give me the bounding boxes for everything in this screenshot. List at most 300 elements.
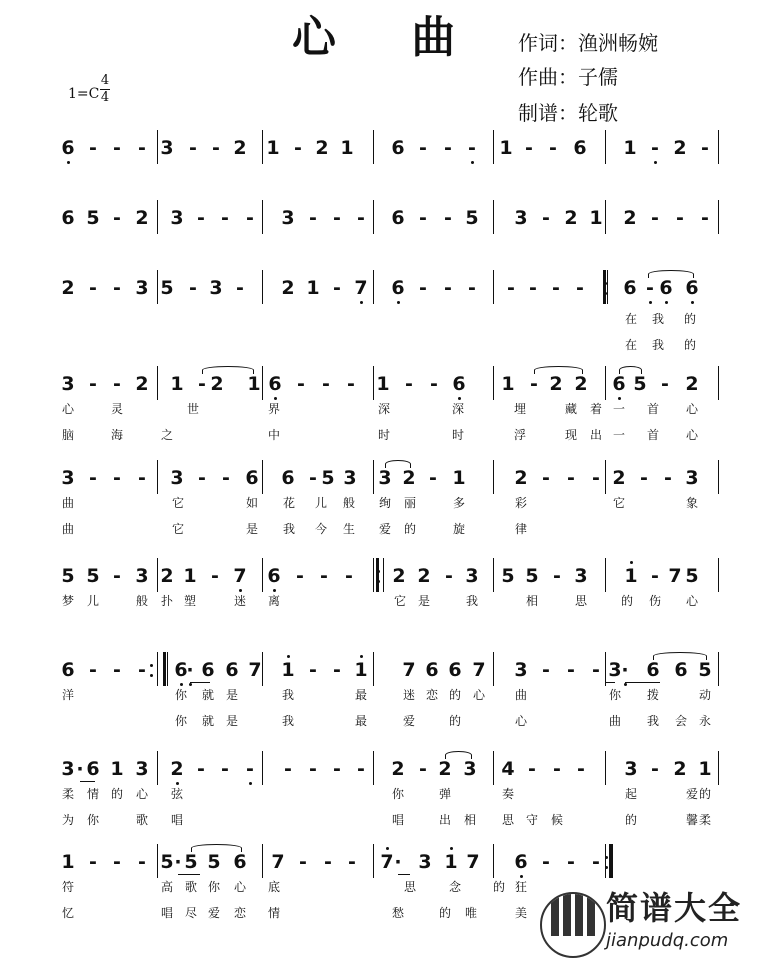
lyric-syllable: 就	[201, 688, 215, 702]
dash-extension: -	[542, 851, 550, 873]
note: 5	[160, 277, 174, 299]
dash-extension: -	[528, 758, 536, 780]
lyric-syllable: 它	[171, 496, 185, 510]
note: 2	[135, 207, 149, 229]
repeat-dot	[604, 282, 607, 285]
note: 3	[170, 207, 184, 229]
lyric-syllable: 深	[377, 402, 391, 416]
lyric-syllable: 我	[281, 714, 295, 728]
note: 2	[170, 758, 184, 780]
dash-extension: -	[640, 467, 648, 489]
lyric-syllable: 世	[186, 402, 200, 416]
note: 6	[391, 207, 405, 229]
lyric-syllable: 我	[282, 522, 296, 536]
lyric-syllable: 浮	[513, 428, 527, 442]
lyric-syllable: 愁	[391, 906, 405, 920]
dash-extension: -	[577, 758, 585, 780]
low-octave-dot	[180, 683, 183, 686]
note: 5	[86, 207, 100, 229]
dash-extension: -	[701, 207, 709, 229]
note: 5	[525, 565, 539, 587]
note: 1	[452, 467, 466, 489]
note: 6	[174, 659, 188, 681]
lyric-syllable: 我	[646, 714, 660, 728]
tie-arc	[445, 751, 472, 759]
repeat-dot	[605, 856, 608, 859]
dash-extension: -	[529, 277, 537, 299]
barline	[373, 200, 374, 234]
lyric-syllable: 首	[646, 402, 660, 416]
lyric-syllable: 的	[624, 813, 638, 827]
lyric-syllable: 在	[624, 312, 638, 326]
lyric-syllable: 忆	[61, 906, 75, 920]
lyric-syllable: 守	[525, 813, 539, 827]
repeat-dot	[377, 580, 380, 583]
note: 6	[233, 851, 247, 873]
lyric-syllable: 我	[465, 594, 479, 608]
note: 2	[549, 373, 563, 395]
dash-extension: -	[405, 373, 413, 395]
dash-extension: -	[221, 758, 229, 780]
lyric-syllable: 的	[403, 522, 417, 536]
dash-extension: -	[89, 137, 97, 159]
lyric-syllable: 扑	[160, 594, 174, 608]
repeat-dot	[150, 674, 153, 677]
low-octave-dot	[67, 161, 70, 164]
note: 3	[61, 373, 75, 395]
barline	[262, 130, 263, 164]
note: 6	[448, 659, 462, 681]
lyric-syllable: 思	[574, 594, 588, 608]
lyric-syllable: 曲	[514, 688, 528, 702]
note: 2	[281, 277, 295, 299]
dash-extension: -	[299, 851, 307, 873]
lyric-syllable: 生	[342, 522, 356, 536]
watermark-name: 简谱大全	[606, 889, 743, 927]
note: 3	[209, 277, 223, 299]
lyric-syllable: 最	[354, 688, 368, 702]
repeat-thick-barline	[603, 270, 606, 304]
high-octave-dot	[287, 655, 290, 658]
repeat-barline	[373, 558, 374, 592]
barline	[493, 270, 494, 304]
lyric-syllable: 为	[61, 813, 75, 827]
lyric-syllable: 旋	[452, 522, 466, 536]
dash-extension: -	[197, 207, 205, 229]
lyric-syllable: 丽	[403, 496, 417, 510]
repeat-dot	[377, 570, 380, 573]
lyric-syllable: 着	[589, 402, 603, 416]
note: 6	[685, 277, 699, 299]
barline	[605, 652, 606, 686]
note: 3	[514, 207, 528, 229]
lyric-syllable: 弹	[438, 787, 452, 801]
low-octave-dot	[274, 397, 277, 400]
lyric-syllable: 脑	[61, 428, 75, 442]
lyric-syllable: 埋	[513, 402, 527, 416]
dash-extension: -	[197, 758, 205, 780]
lyric-syllable: 梦	[61, 594, 75, 608]
barline	[157, 130, 158, 164]
barline	[605, 751, 606, 785]
lyric-syllable: 心	[61, 402, 75, 416]
lyric-syllable: 你	[86, 813, 100, 827]
lyric-syllable: 你	[174, 688, 188, 702]
note: 6	[425, 659, 439, 681]
barline	[605, 200, 606, 234]
barline	[157, 366, 158, 400]
lyric-syllable: 尽	[184, 906, 198, 920]
dash-extension: -	[525, 137, 533, 159]
lyric-syllable: 符	[61, 880, 75, 894]
lyric-syllable: 般	[135, 594, 149, 608]
low-octave-dot	[471, 161, 474, 164]
barline	[493, 366, 494, 400]
barline	[373, 751, 374, 785]
note: 3	[135, 565, 149, 587]
barline	[157, 460, 158, 494]
note: 2	[402, 467, 416, 489]
barline	[493, 652, 494, 686]
lyric-syllable: 般	[342, 496, 356, 510]
lyric-syllable: 如	[245, 496, 259, 510]
lyric-syllable: 弦	[170, 787, 184, 801]
dash-extension: -	[333, 659, 341, 681]
lyric-syllable: 柔	[61, 787, 75, 801]
high-octave-dot	[450, 847, 453, 850]
lyric-syllable: 相	[463, 813, 477, 827]
note: 4	[501, 758, 515, 780]
lyric-syllable: 绚	[378, 496, 392, 510]
lyric-syllable: 界	[267, 402, 281, 416]
lyric-syllable: 你	[174, 714, 188, 728]
lyric-syllable: 心	[472, 688, 486, 702]
lyric-syllable: 首	[646, 428, 660, 442]
note: 1	[501, 373, 515, 395]
note: 6	[86, 758, 100, 780]
dash-extension: -	[651, 565, 659, 587]
lyric-syllable: 出	[438, 813, 452, 827]
note: 6	[61, 207, 75, 229]
dash-extension: -	[357, 207, 365, 229]
repeat-thick-barline	[163, 652, 166, 686]
lyric-syllable: 的	[438, 906, 452, 920]
dash-extension: -	[661, 373, 669, 395]
lyric-syllable: 在	[624, 338, 638, 352]
dash-extension: -	[419, 758, 427, 780]
time-signature-bottom: 4	[100, 90, 110, 105]
arranger-credit: 制谱：轮歌	[518, 101, 618, 125]
lyric-syllable: 的	[683, 338, 697, 352]
lyric-syllable: 是	[225, 688, 239, 702]
note: 1	[247, 373, 261, 395]
note: 1	[623, 137, 637, 159]
note: 6	[61, 659, 75, 681]
dash-extension: -	[542, 207, 550, 229]
lyric-syllable: 爱	[378, 522, 392, 536]
note: 2	[673, 758, 687, 780]
dash-extension: -	[246, 207, 254, 229]
tie-arc	[385, 460, 411, 468]
note: 1	[170, 373, 184, 395]
lyric-syllable: 我	[651, 338, 665, 352]
dash-extension: -	[357, 758, 365, 780]
lyric-syllable: 就	[201, 714, 215, 728]
note: 7	[248, 659, 262, 681]
note: 1	[499, 137, 513, 159]
note: 2	[233, 137, 247, 159]
note: 2	[612, 467, 626, 489]
lyric-syllable: 是	[417, 594, 431, 608]
dash-extension: -	[345, 565, 353, 587]
note: 2	[564, 207, 578, 229]
note: 5	[184, 851, 198, 873]
note: 2	[135, 373, 149, 395]
low-octave-dot	[360, 301, 363, 304]
barline	[262, 652, 263, 686]
dash-extension: -	[468, 137, 476, 159]
note: 5	[160, 851, 174, 873]
repeat-barline	[607, 270, 608, 304]
low-octave-dot	[665, 301, 668, 304]
dash-extension: -	[419, 137, 427, 159]
dash-extension: -	[89, 467, 97, 489]
lyric-syllable: 心	[685, 428, 699, 442]
note: 6	[623, 277, 637, 299]
low-octave-dot	[649, 301, 652, 304]
lyric-syllable: 中	[267, 428, 281, 442]
dash-extension: -	[89, 277, 97, 299]
duration-underline	[625, 682, 660, 683]
note: 2	[391, 758, 405, 780]
dash-extension: -	[549, 137, 557, 159]
lyric-syllable: 塑	[183, 594, 197, 608]
lyric-syllable: 奏	[501, 787, 515, 801]
lyric-syllable: 思	[501, 813, 515, 827]
site-watermark	[540, 888, 763, 959]
lyric-syllable: 的	[698, 787, 712, 801]
barline	[157, 652, 158, 686]
lyric-syllable: 是	[245, 522, 259, 536]
low-octave-dot	[176, 782, 179, 785]
lyric-syllable: 动	[698, 688, 712, 702]
low-octave-dot	[654, 161, 657, 164]
lyric-syllable: 情	[267, 906, 281, 920]
lyric-syllable: 曲	[608, 714, 622, 728]
barline	[605, 366, 606, 400]
lyric-syllable: 象	[685, 496, 699, 510]
lyric-syllable: 心	[685, 402, 699, 416]
note: 5	[685, 565, 699, 587]
repeat-dot	[604, 292, 607, 295]
lyric-syllable: 它	[612, 496, 626, 510]
barline	[262, 558, 263, 592]
note: 6	[452, 373, 466, 395]
dash-extension: -	[212, 137, 220, 159]
note: 2	[160, 565, 174, 587]
lyric-syllable: 之	[160, 428, 174, 442]
dash-extension: -	[198, 467, 206, 489]
lyric-syllable: 起	[624, 787, 638, 801]
barline	[718, 366, 719, 400]
dash-extension: -	[113, 207, 121, 229]
dash-extension: -	[553, 565, 561, 587]
dash-extension: -	[444, 207, 452, 229]
dash-extension: -	[113, 565, 121, 587]
dash-extension: -	[297, 373, 305, 395]
note: 1	[266, 137, 280, 159]
low-octave-dot	[397, 301, 400, 304]
note: 3	[463, 758, 477, 780]
dash-extension: -	[138, 851, 146, 873]
note: 2	[514, 467, 528, 489]
lyric-syllable: 会	[674, 714, 688, 728]
lyric-syllable: 相	[525, 594, 539, 608]
barline	[493, 558, 494, 592]
song-title: 心 曲	[292, 12, 486, 63]
note: 1	[61, 851, 75, 873]
low-octave-dot	[458, 397, 461, 400]
composer-credit: 作曲：子儒	[518, 65, 618, 89]
dash-extension: -	[567, 851, 575, 873]
dash-extension: -	[294, 137, 302, 159]
note: 2	[623, 207, 637, 229]
lyric-syllable: 伤	[648, 594, 662, 608]
barline	[262, 200, 263, 234]
note: 6	[646, 659, 660, 681]
barline	[718, 200, 719, 234]
dash-extension: -	[309, 659, 317, 681]
lyric-syllable: 离	[267, 594, 281, 608]
barline	[262, 751, 263, 785]
note: 6	[245, 467, 259, 489]
note: 2	[673, 137, 687, 159]
barline	[373, 366, 374, 400]
dash-extension: -	[138, 467, 146, 489]
dash-extension: -	[198, 373, 206, 395]
lyric-syllable: 的	[620, 594, 634, 608]
lyric-syllable: 你	[391, 787, 405, 801]
dot-extension: ·	[76, 758, 84, 780]
lyric-syllable: 高	[160, 880, 174, 894]
lyric-syllable: 我	[281, 688, 295, 702]
note: 5	[698, 659, 712, 681]
repeat-thick-barline	[376, 558, 379, 592]
repeat-dot	[150, 664, 153, 667]
tie-arc	[619, 366, 642, 374]
dash-extension: -	[222, 467, 230, 489]
note: 1	[376, 373, 390, 395]
lyric-syllable: 唱	[391, 813, 405, 827]
dash-extension: -	[113, 467, 121, 489]
dash-extension: -	[542, 659, 550, 681]
dot-extension: ·	[394, 851, 402, 873]
note: 6	[391, 277, 405, 299]
note: 5	[465, 207, 479, 229]
lyric-syllable: 念	[448, 880, 462, 894]
note: 2	[315, 137, 329, 159]
lyric-syllable: 洋	[61, 688, 75, 702]
repeat-barline	[383, 558, 384, 592]
lyric-syllable: 爱	[207, 906, 221, 920]
repeat-dot	[605, 866, 608, 869]
lyric-syllable: 律	[514, 522, 528, 536]
note: 1	[281, 659, 295, 681]
dash-extension: -	[468, 277, 476, 299]
note: 5	[501, 565, 515, 587]
dash-extension: -	[592, 467, 600, 489]
barline	[373, 460, 374, 494]
barline	[718, 558, 719, 592]
dash-extension: -	[567, 659, 575, 681]
low-octave-dot	[624, 683, 627, 686]
dash-extension: -	[553, 758, 561, 780]
note: 3	[281, 207, 295, 229]
barline	[262, 366, 263, 400]
lyric-syllable: 时	[451, 428, 465, 442]
note: 6	[268, 373, 282, 395]
dash-extension: -	[530, 373, 538, 395]
lyric-syllable: 底	[267, 880, 281, 894]
dot-extension: ·	[621, 659, 629, 681]
dash-extension: -	[284, 758, 292, 780]
note: 5	[86, 565, 100, 587]
lyric-syllable: 心	[514, 714, 528, 728]
lyric-syllable: 的	[448, 688, 462, 702]
note: 6	[573, 137, 587, 159]
dash-extension: -	[320, 565, 328, 587]
note: 1	[340, 137, 354, 159]
lyric-syllable: 最	[354, 714, 368, 728]
dash-extension: -	[592, 659, 600, 681]
lyric-syllable: 心	[135, 787, 149, 801]
lyric-syllable: 拨	[646, 688, 660, 702]
barline	[157, 270, 158, 304]
low-octave-dot	[239, 589, 242, 592]
lyric-syllable: 心	[233, 880, 247, 894]
lyric-syllable: 馨	[685, 813, 699, 827]
duration-underline	[178, 874, 200, 875]
tie-arc	[653, 652, 707, 660]
note: 2	[438, 758, 452, 780]
dash-extension: -	[347, 373, 355, 395]
lyric-syllable: 恋	[233, 906, 247, 920]
dash-extension: -	[430, 373, 438, 395]
high-octave-dot	[386, 847, 389, 850]
barline	[373, 844, 374, 878]
lyric-syllable: 出	[589, 428, 603, 442]
lyric-syllable: 曲	[61, 496, 75, 510]
note: 7	[271, 851, 285, 873]
dash-extension: -	[113, 137, 121, 159]
lyric-syllable: 今	[314, 522, 328, 536]
barline	[262, 460, 263, 494]
lyric-syllable: 狂	[514, 880, 528, 894]
barline	[373, 270, 374, 304]
lyric-syllable: 花	[282, 496, 296, 510]
note: 2	[61, 277, 75, 299]
dash-extension: -	[646, 277, 654, 299]
barline	[157, 558, 158, 592]
lyric-syllable: 儿	[314, 496, 328, 510]
dash-extension: -	[419, 277, 427, 299]
note: 5	[207, 851, 221, 873]
note: 1	[183, 565, 197, 587]
note: 6	[659, 277, 673, 299]
barline	[612, 844, 613, 878]
tie-arc	[191, 844, 242, 852]
dash-extension: -	[138, 659, 146, 681]
